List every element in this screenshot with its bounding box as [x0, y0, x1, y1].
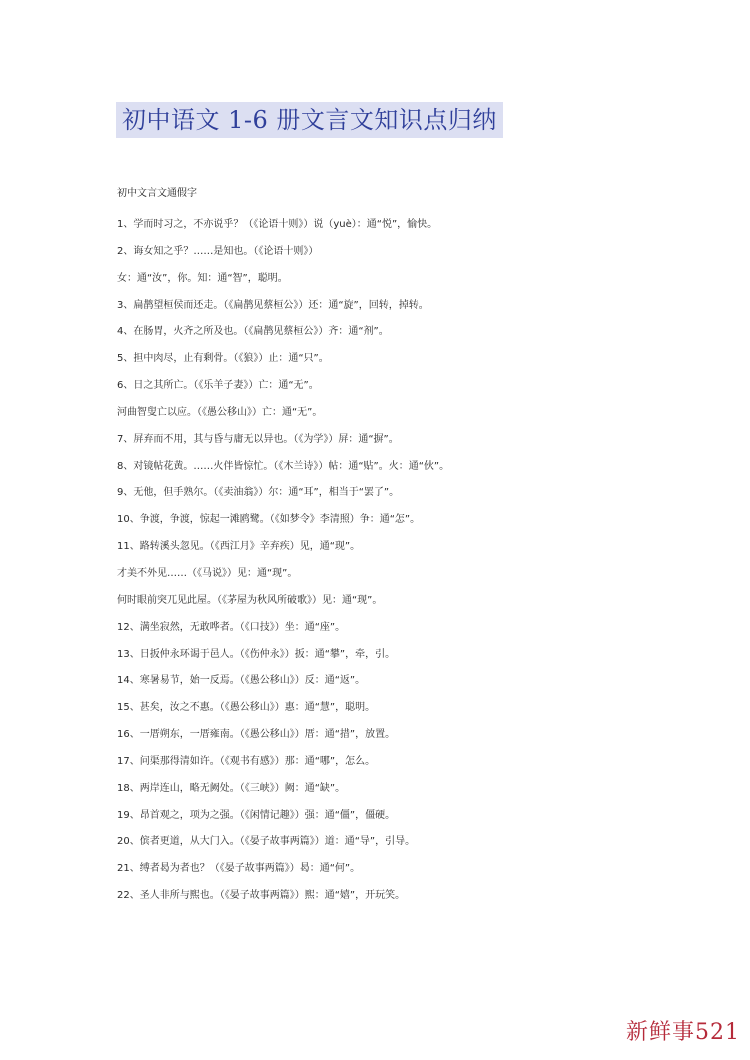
list-item: 2、诲女知之乎？……是知也。（《论语十则》）	[117, 245, 319, 257]
list-item: 18、两岸连山，略无阙处。（《三峡》）阙：通“缺”。	[117, 782, 346, 794]
watermark-text: 新鲜事521	[626, 1020, 740, 1045]
list-item: 6、日之其所亡。（《乐羊子妻》）亡：通“无”。	[117, 380, 319, 392]
section-heading: 初中文言文通假字	[117, 188, 197, 199]
list-item: 5、担中肉尽，止有剩骨。（《狼》）止：通“只”。	[117, 353, 329, 365]
list-item: 15、甚矣，汝之不惠。（《愚公移山》）惠：通“慧”，聪明。	[117, 702, 376, 714]
list-item: 8、对镜帖花黄。……火伴皆惊忙。（《木兰诗》）帖：通“贴”。火：通“伙”。	[117, 460, 450, 472]
document-title: 初中语文 1-6 册文言文知识点归纳	[116, 102, 503, 138]
list-item: 19、昂首观之，项为之强。（《闲情记趣》）强：通“僵”，僵硬。	[117, 809, 396, 821]
list-item: 3、扁鹊望桓侯而还走。（《扁鹊见蔡桓公》）还：通“旋”，回转，掉转。	[117, 299, 429, 311]
list-item: 16、一厝朔东，一厝雍南。（《愚公移山》）厝：通“措”，放置。	[117, 729, 396, 741]
list-item: 14、寒暑易节，始一反焉。（《愚公移山》）反：通“返”。	[117, 675, 366, 687]
list-item: 才美不外见……（《马说》）见：通“现”。	[117, 567, 298, 579]
list-item: 4、在肠胃，火齐之所及也。（《扁鹊见蔡桓公》）齐：通“剂”。	[117, 326, 389, 338]
list-item: 9、无他，但手熟尔。（《卖油翁》）尔：通“耳”，相当于“罢了”。	[117, 487, 400, 499]
list-item: 女：通“汝”，你。知：通“智”，聪明。	[117, 272, 288, 284]
list-item: 17、问渠那得清如许。（《观书有感》）那：通“哪”，怎么。	[117, 755, 376, 767]
list-item: 7、屏弃而不用，其与昏与庸无以异也。（《为学》）屏：通“摒”。	[117, 433, 399, 445]
list-item: 1、学而时习之，不亦说乎？（《论语十则》）说（yuè）：通“悦”，愉快。	[117, 219, 438, 230]
list-item: 21、缚者曷为者也？（《晏子故事两篇》）曷：通“何”。	[117, 863, 361, 875]
list-item: 河曲智叟亡以应。（《愚公移山》）亡：通“无”。	[117, 406, 323, 418]
list-item: 20、傧者更道，从大门入。（《晏子故事两篇》）道：通“导”，引导。	[117, 836, 416, 848]
tongjiazi-list	[117, 217, 717, 915]
list-item: 10、争渡，争渡，惊起一滩鸥鹭。（《如梦令》李清照）争：通“怎”。	[117, 514, 421, 526]
list-item: 11、路转溪头忽见。（《西江月》辛弃疾）见，通“现”。	[117, 541, 361, 553]
list-item: 何时眼前突兀见此屋。（《茅屋为秋风所破歌》）见：通“现”。	[117, 594, 383, 606]
list-item: 13、日扳仲永环谒于邑人。（《伤仲永》）扳：通“攀”，牵，引。	[117, 648, 396, 660]
list-item: 12、满坐寂然，无敢哗者。（《口技》）坐：通“座”。	[117, 621, 346, 633]
list-item: 22、圣人非所与熙也。（《晏子故事两篇》）熙：通“嬉”，开玩笑。	[117, 890, 406, 902]
